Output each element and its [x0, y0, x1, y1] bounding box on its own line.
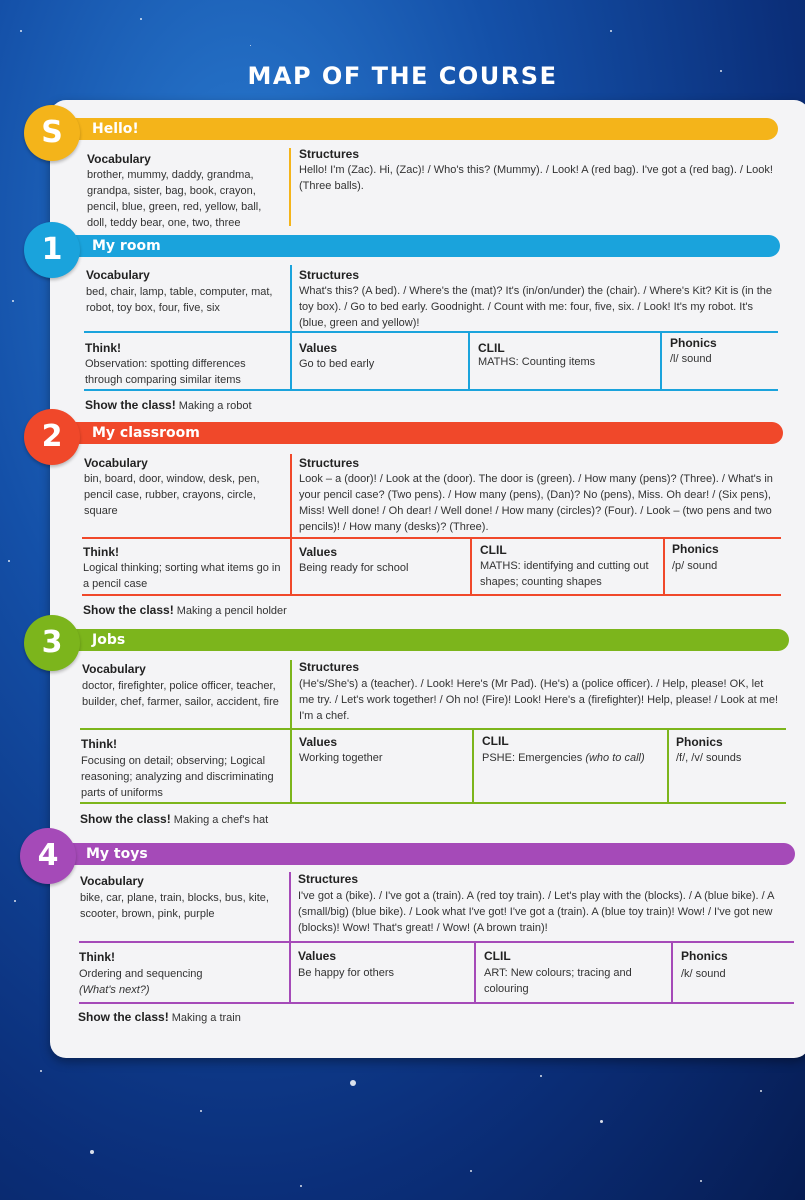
clil-main: PSHE: Emergencies — [482, 752, 583, 764]
page-title: MAP OF THE COURSE — [247, 62, 558, 90]
show-label: Show the class! — [78, 1010, 169, 1024]
values-text: Working together — [299, 752, 383, 764]
show-label: Show the class! — [85, 398, 176, 412]
unit-3-bar — [58, 629, 789, 651]
think-text — [79, 966, 284, 998]
values-text: Go to bed early — [299, 358, 375, 370]
structures-label: Structures — [299, 456, 360, 470]
phonics-text: /p/ sound — [672, 560, 718, 572]
think-text: Observation: spotting differences through comparing similar items — [85, 358, 246, 386]
vocabulary-label: Vocabulary — [84, 456, 148, 470]
divider — [671, 941, 673, 1004]
think-label: Think! — [79, 950, 115, 964]
show-the-class — [78, 1010, 241, 1024]
unit-4-title: My toys — [86, 846, 148, 862]
think-label: Think! — [81, 737, 117, 751]
values-label: Values — [299, 735, 338, 749]
unit-1-badge: 1 — [24, 222, 80, 278]
vocabulary-text: doctor, firefighter, police officer, teacher, builder, chef, farmer, sailor, accident, fire — [82, 680, 279, 708]
clil-label: CLIL — [482, 734, 509, 748]
clil-label: CLIL — [484, 949, 511, 963]
clil-label: CLIL — [480, 543, 507, 557]
divider — [290, 660, 292, 804]
unit-3-badge: 3 — [24, 615, 80, 671]
phonics-label: Phonics — [670, 336, 717, 350]
divider — [290, 454, 292, 596]
structures-text: (He's/She's) a (teacher). / Look! Here's (Mr Pad). (He's) a (police officer). / Help, please! OK, let me try. / Let's work together! / Oh no! (Fire)! Look! Here's a (firefighter)! Help, please! / Look at me! I'm a chef. — [299, 678, 779, 722]
vocabulary-text: bin, board, door, window, desk, pen, pencil case, rubber, crayons, circle, square — [84, 473, 260, 517]
unit-starter-bar — [58, 118, 778, 140]
vocabulary-text: bed, chair, lamp, table, computer, mat, robot, toy box, four, five, six — [86, 286, 273, 314]
show-the-class — [83, 603, 287, 617]
clil-label: CLIL — [478, 341, 505, 355]
clil-text: MATHS: identifying and cutting out shapes; counting shapes — [480, 560, 649, 588]
structures-label: Structures — [298, 872, 359, 886]
clil-note: (who to call) — [585, 752, 645, 764]
clil-text — [482, 750, 664, 766]
values-text: Be happy for others — [298, 967, 395, 979]
think-main: Ordering and sequencing — [79, 968, 203, 980]
phonics-label: Phonics — [676, 735, 723, 749]
vocabulary-text: brother, mummy, daddy, grandma, grandpa, sister, bag, book, crayon, pencil, blue, green, red, yellow, ball, doll, teddy bear, one, two, three — [87, 169, 262, 229]
divider — [82, 537, 781, 539]
show-label: Show the class! — [83, 603, 174, 617]
phonics-label: Phonics — [672, 542, 719, 556]
divider — [84, 331, 778, 333]
divider — [667, 728, 669, 804]
unit-4-badge: 4 — [20, 828, 76, 884]
structures-label: Structures — [299, 268, 360, 282]
divider — [660, 331, 662, 391]
structures-text: Hello! I'm (Zac). Hi, (Zac)! / Who's this? (Mummy). / Look! A (red bag). I've got a (red bag). / Look! (Three balls). — [299, 164, 773, 192]
vocabulary-label: Vocabulary — [87, 152, 151, 166]
divider — [474, 941, 476, 1004]
clil-text: ART: New colours; tracing and colouring — [484, 967, 632, 995]
divider — [80, 728, 786, 730]
show-the-class — [80, 812, 268, 826]
values-label: Values — [298, 949, 337, 963]
unit-2-badge: 2 — [24, 409, 80, 465]
show-text: Making a chef's hat — [173, 814, 269, 826]
divider — [84, 389, 778, 391]
divider — [472, 728, 474, 804]
divider — [470, 537, 472, 596]
values-label: Values — [299, 341, 338, 355]
show-label: Show the class! — [80, 812, 171, 826]
divider — [80, 802, 786, 804]
phonics-text: /k/ sound — [681, 968, 726, 980]
think-label: Think! — [83, 545, 119, 559]
structures-text: Look – a (door)! / Look at the (door). The door is (green). / How many (pens)? (Three). / What's in your pencil case? (Two pens). / How many (pens), (Dan)? No (pens), Miss. Oh dear! / (Six pens), Miss! Well done! / Oh dear! / Well done! / How many (circles)? (Four). / Look – (two pens and two pencils)! / How many (desks)? (Three). — [299, 473, 773, 533]
think-text: Logical thinking; sorting what items go in a pencil case — [83, 562, 281, 590]
divider — [289, 872, 291, 1004]
think-label: Think! — [85, 341, 121, 355]
unit-2-title: My classroom — [92, 425, 200, 441]
vocabulary-label: Vocabulary — [80, 874, 144, 888]
vocabulary-text: bike, car, plane, train, blocks, bus, kite, scooter, brown, pink, purple — [80, 892, 269, 920]
divider — [289, 148, 291, 226]
think-note: (What's next?) — [79, 984, 150, 996]
show-text: Making a train — [171, 1012, 241, 1024]
phonics-text: /f/, /v/ sounds — [676, 752, 742, 764]
unit-1-title: My room — [92, 238, 161, 254]
unit-4-bar — [58, 843, 795, 865]
structures-text: I've got a (bike). / I've got a (train). A (red toy train). / Let's play with the (blocks). / A (blue bike). / A (small/big) (blue bike). / Look what I've got! I've got a (train). A (blue toy train)! Wow! / I've got new (blocks)! Wow! That's great! / Wow! (A brown train)! — [298, 890, 774, 934]
structures-label: Structures — [299, 660, 360, 674]
unit-3-title: Jobs — [92, 632, 126, 648]
show-the-class — [85, 398, 252, 412]
divider — [82, 594, 781, 596]
unit-starter-title: Hello! — [92, 121, 139, 137]
show-text: Making a pencil holder — [176, 605, 287, 617]
phonics-label: Phonics — [681, 949, 728, 963]
structures-text: What's this? (A bed). / Where's the (mat)? It's (in/on/under) the (chair). / Where's Kit? Kit is (in the toy box). / Go to bed early. Goodnight. / Count with me: four, five, six. / Look! It's my robot. It's (blue, green and yellow)! — [299, 285, 773, 329]
divider — [290, 265, 292, 391]
structures-label: Structures — [299, 147, 360, 161]
think-text: Focusing on detail; observing; Logical reasoning; analyzing and discriminating parts of uniforms — [81, 755, 274, 799]
values-label: Values — [299, 545, 338, 559]
divider — [663, 537, 665, 596]
phonics-text: /l/ sound — [670, 353, 712, 365]
clil-text: MATHS: Counting items — [478, 356, 596, 368]
unit-starter-badge: S — [24, 105, 80, 161]
vocabulary-label: Vocabulary — [82, 662, 146, 676]
unit-1-bar — [58, 235, 780, 257]
show-text: Making a robot — [178, 400, 252, 412]
vocabulary-label: Vocabulary — [86, 268, 150, 282]
divider — [79, 1002, 794, 1004]
divider — [468, 331, 470, 391]
divider — [79, 941, 794, 943]
values-text: Being ready for school — [299, 562, 409, 574]
